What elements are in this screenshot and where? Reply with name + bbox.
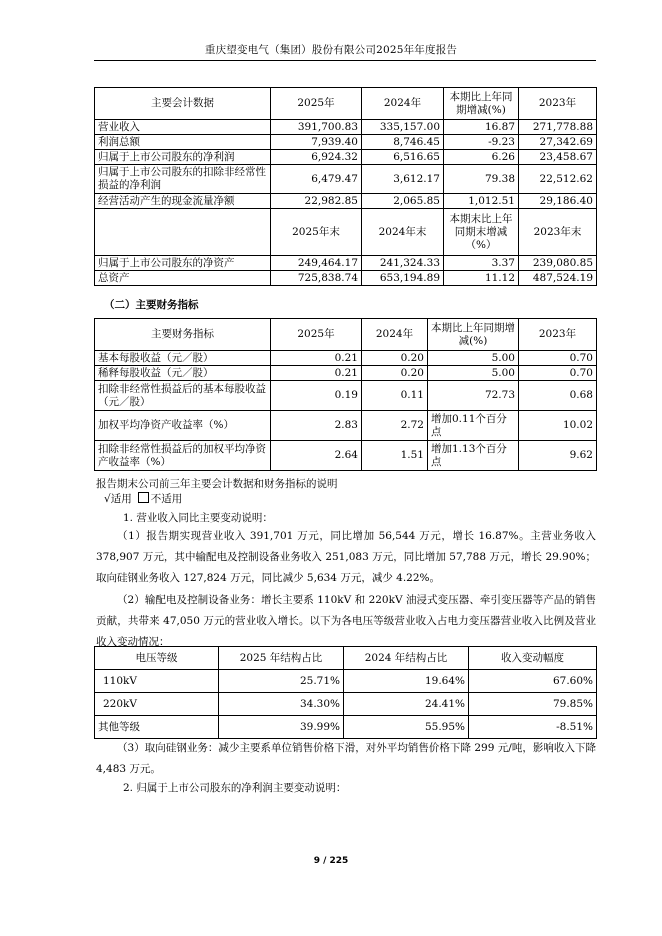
value-cell: 10.02	[519, 411, 597, 441]
row-label: 扣除非经常性损益后的基本每股收益（元／股）	[95, 381, 271, 411]
value-cell: 0.20	[362, 351, 428, 366]
header-cell: 2025年	[271, 88, 362, 120]
item-heading: 1. 营业收入同比主要变动说明：	[123, 512, 273, 524]
row-label: 稀释每股收益（元／股）	[95, 366, 271, 381]
value-cell: 2,065.85	[362, 194, 444, 209]
header-cell: 2025 年结构占比	[219, 647, 344, 670]
table-row	[95, 411, 597, 441]
table-row	[95, 194, 597, 209]
value-cell: 0.21	[271, 366, 362, 381]
value-cell: 391,700.83	[271, 120, 362, 135]
header-cell: 2023年	[519, 88, 597, 120]
value-cell: 5.00	[428, 351, 519, 366]
header-cell: 电压等级	[95, 647, 219, 670]
report-header-title: 重庆望变电气（集团）股份有限公司2025年年度报告	[204, 44, 458, 56]
row-label: 归属于上市公司股东的扣除非经常性损益的净利润	[95, 165, 271, 194]
value-cell: 22,512.62	[519, 165, 597, 194]
value-cell: -9.23	[444, 135, 519, 150]
value-cell: 335,157.00	[362, 120, 444, 135]
checkbox-icon	[138, 492, 149, 503]
value-cell: 27,342.69	[519, 135, 597, 150]
table-row	[95, 135, 597, 150]
value-cell: 19.64%	[344, 670, 469, 693]
header-cell: 2024年	[362, 88, 444, 120]
value-cell: 9.62	[519, 441, 597, 471]
table-row	[95, 716, 597, 739]
header-cell: 2024 年结构占比	[344, 647, 469, 670]
header-cell	[95, 209, 271, 256]
header-cell: 本期比上年同期增减(%)	[444, 88, 519, 120]
row-label: 基本每股收益（元／股）	[95, 351, 271, 366]
header-cell: 2025年末	[271, 209, 362, 256]
row-label: 110kV	[95, 670, 219, 693]
table-header-row	[95, 647, 597, 670]
page-number: 9 / 225	[313, 856, 349, 866]
table-header-row	[95, 319, 597, 351]
value-cell: 11.12	[444, 271, 519, 286]
value-cell: 25.71%	[219, 670, 344, 693]
value-cell: 2.83	[271, 411, 362, 441]
value-cell: 67.60%	[469, 670, 597, 693]
row-label: 经营活动产生的现金流量净额	[95, 194, 271, 209]
header-cell: 2023年末	[519, 209, 597, 256]
paragraph: （2）输配电及控制设备业务：增长主要系 110kV 和 220kV 油浸式变压器、牵引变压器等产品的销售贡献，共带来 47,050 万元的营业收入增长。以下为各电压等级营业收入占电力变压器营业收入比例及营业收入变动情况：	[96, 594, 596, 648]
header-cell: 2023年	[519, 319, 597, 351]
table-row	[95, 381, 597, 411]
value-cell: 271,778.88	[519, 120, 597, 135]
value-cell: 0.70	[519, 366, 597, 381]
value-cell: 239,080.85	[519, 256, 597, 271]
table-row	[95, 271, 597, 286]
value-cell: 39.99%	[219, 716, 344, 739]
accounting-data-table	[94, 87, 597, 286]
value-cell: 6.26	[444, 150, 519, 165]
paragraph: （1）报告期实现营业收入 391,701 万元，同比增加 56,544 万元，增长 16.87%。主营业务收入 378,907 万元，其中输配电及控制设备业务收入 251,083 万元，同比增加 57,788 万元，增长 29.90%；取向硅钢业务收入 127,824 万元，同比减少 5,634 万元，减少 4.22%。	[96, 530, 596, 584]
value-cell: 8,746.45	[362, 135, 444, 150]
value-cell: 3.37	[444, 256, 519, 271]
header-cell: 本期比上年同期增减(%)	[428, 319, 519, 351]
value-cell: 6,924.32	[271, 150, 362, 165]
value-cell: 16.87	[444, 120, 519, 135]
value-cell: 725,838.74	[271, 271, 362, 286]
value-cell: 3,612.17	[362, 165, 444, 194]
value-cell: 0.21	[271, 351, 362, 366]
financial-indicators-table	[94, 318, 597, 471]
value-cell: 0.70	[519, 351, 597, 366]
value-cell: 6,516.65	[362, 150, 444, 165]
value-cell: 0.68	[519, 381, 597, 411]
header-divider	[94, 60, 596, 61]
header-cell: 主要财务指标	[95, 319, 271, 351]
row-label: 归属于上市公司股东的净资产	[95, 256, 271, 271]
value-cell: 2.64	[271, 441, 362, 471]
value-cell: 5.00	[428, 366, 519, 381]
row-label: 220kV	[95, 693, 219, 716]
applicability-options	[104, 492, 182, 506]
header-cell: 收入变动幅度	[469, 647, 597, 670]
row-label: 其他等级	[95, 716, 219, 739]
row-label: 营业收入	[95, 120, 271, 135]
value-cell: 72.73	[428, 381, 519, 411]
voltage-level-table	[94, 646, 597, 739]
value-cell: 0.11	[362, 381, 428, 411]
value-cell: 653,194.89	[362, 271, 444, 286]
paragraph: （3）取向硅钢业务：减少主要系单位销售价格下滑，对外平均销售价格下降 299 元/吨，影响收入下降 4,483 万元。	[96, 742, 596, 775]
row-label: 利润总额	[95, 135, 271, 150]
value-cell: 79.85%	[469, 693, 597, 716]
value-cell: 7,939.40	[271, 135, 362, 150]
table-subheader-row	[95, 209, 597, 256]
section-title: （二）主要财务指标	[104, 299, 199, 311]
row-label: 总资产	[95, 271, 271, 286]
value-cell: 55.95%	[344, 716, 469, 739]
table-row	[95, 120, 597, 135]
data-note: 报告期末公司前三年主要会计数据和财务指标的说明	[96, 478, 338, 490]
value-cell: 6,479.47	[271, 165, 362, 194]
value-cell: 2.72	[362, 411, 428, 441]
applicable-option: √适用	[104, 493, 132, 505]
value-cell: 增加1.13个百分点	[428, 441, 519, 471]
value-cell: 79.38	[444, 165, 519, 194]
value-cell: 487,524.19	[519, 271, 597, 286]
table-row	[95, 366, 597, 381]
header-cell: 主要会计数据	[95, 88, 271, 120]
header-cell: 2024年	[362, 319, 428, 351]
value-cell: 241,324.33	[362, 256, 444, 271]
table-row	[95, 693, 597, 716]
row-label: 加权平均净资产收益率（%）	[95, 411, 271, 441]
value-cell: 23,458.67	[519, 150, 597, 165]
table-row	[95, 150, 597, 165]
row-label: 归属于上市公司股东的净利润	[95, 150, 271, 165]
table-row	[95, 256, 597, 271]
row-label: 扣除非经常性损益后的加权平均净资产收益率（%）	[95, 441, 271, 471]
table-row	[95, 670, 597, 693]
value-cell: 249,464.17	[271, 256, 362, 271]
value-cell: 29,186.40	[519, 194, 597, 209]
table-row	[95, 165, 597, 194]
value-cell: -8.51%	[469, 716, 597, 739]
table-row	[95, 441, 597, 471]
value-cell: 1.51	[362, 441, 428, 471]
table-row	[95, 351, 597, 366]
value-cell: 增加0.11个百分点	[428, 411, 519, 441]
value-cell: 34.30%	[219, 693, 344, 716]
header-cell: 2025年	[271, 319, 362, 351]
table-header-row	[95, 88, 597, 120]
header-cell: 2024年末	[362, 209, 444, 256]
value-cell: 1,012.51	[444, 194, 519, 209]
value-cell: 22,982.85	[271, 194, 362, 209]
value-cell: 24.41%	[344, 693, 469, 716]
value-cell: 0.20	[362, 366, 428, 381]
value-cell: 0.19	[271, 381, 362, 411]
header-cell: 本期末比上年同期末增减（%）	[444, 209, 519, 256]
item-heading: 2. 归属于上市公司股东的净利润主要变动说明：	[123, 782, 347, 794]
not-applicable-option: 不适用	[150, 493, 183, 505]
